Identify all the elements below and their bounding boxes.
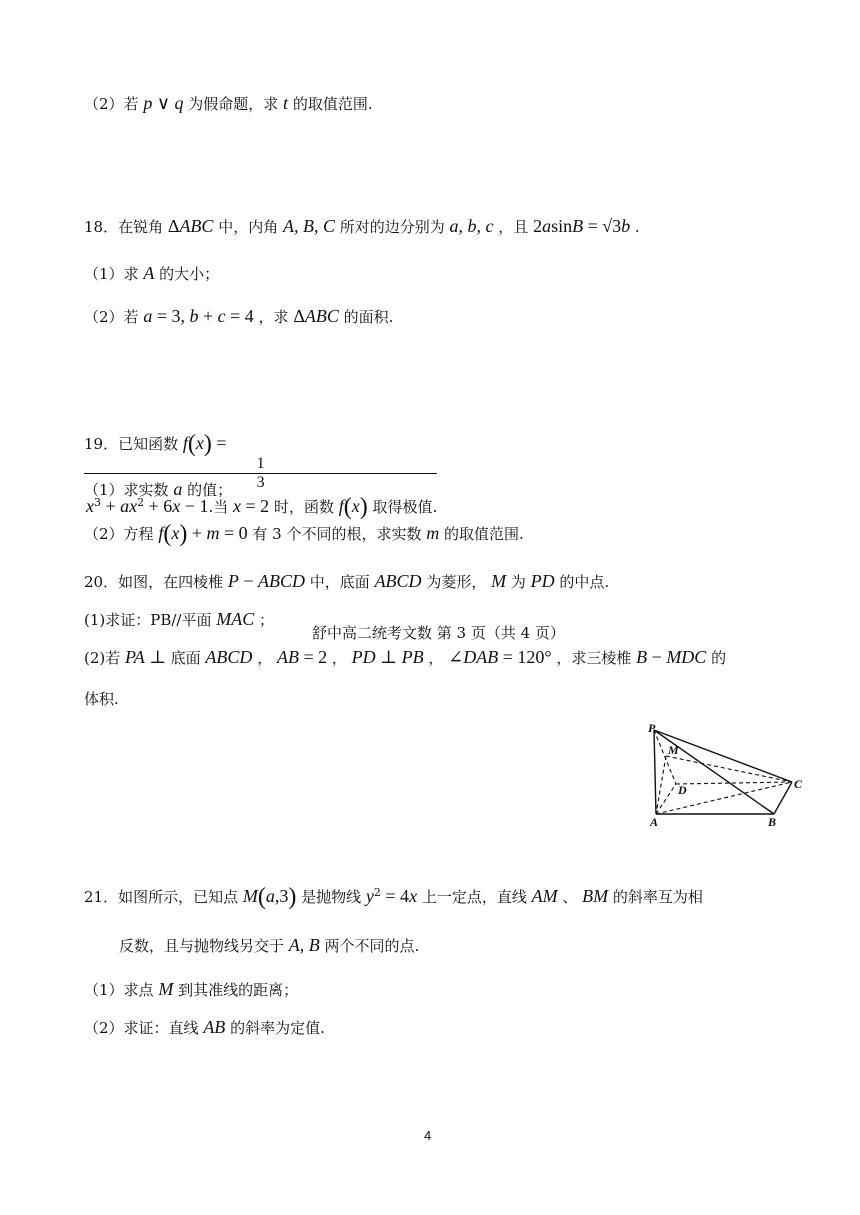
edge-MA — [656, 756, 666, 814]
page-number: 4 — [424, 1128, 432, 1143]
q20-part2-cont: 体积. — [84, 690, 119, 708]
q21-part2: （2）求证：直线 AB 的斜率为定值. — [84, 1017, 325, 1037]
edge-BC — [774, 782, 792, 814]
q20-part1: (1)求证：PB//平面 MAC ； — [84, 609, 275, 629]
q17-part2: （2）若 p ∨ q 为假命题，求 t 的取值范围. — [84, 93, 373, 113]
pyramid-figure — [646, 722, 814, 830]
q18-part1: （1）求 A 的大小； — [84, 263, 220, 283]
q18-stem: 18．在锐角 ΔABC 中，内角 A, B, C 所对的边分别为 a, b, c ，且 2asinB = √3b . — [84, 216, 640, 236]
q21-stem: 21．如图所示，已知点 M(a,3) 是抛物线 $y^2 = 4x$ 上一定点，直线 AM 、 BM 的斜率互为相 — [84, 884, 703, 910]
q18-part2: （2）若 a = 3, b + c = 4 ，求 ΔABC 的面积. — [84, 306, 394, 326]
label-C: C — [794, 777, 803, 791]
q20-part2: (2)若 PA ⊥ 底面 ABCD ， AB = 2 ， PD ⊥ PB ， ∠DAB = 120° ，求三棱椎 B − MDC 的 — [84, 647, 727, 667]
page-footer: 舒中高二统考文数 第 3 页（共 4 页） — [312, 624, 565, 642]
label-B: B — [768, 815, 777, 829]
q20-stem: 20．如图，在四棱椎 P − ABCD 中，底面 ABCD 为菱形， M 为 PD 的中点. — [84, 571, 610, 591]
edge-DC — [676, 782, 792, 784]
label-A: A — [650, 815, 659, 829]
q19-part1: （1）求实数 a 的值； — [84, 479, 233, 499]
edge-MC — [666, 756, 792, 782]
q19-part2: （2）方程 f(x) + m = 0 有 3 个不同的根，求实数 m 的取值范围. — [84, 521, 524, 547]
label-M: M — [668, 743, 679, 757]
edge-PA — [654, 730, 656, 814]
edge-AC — [656, 782, 792, 814]
label-D: D — [678, 783, 687, 797]
q21-stem-cont: 反数，且与抛物线另交于 A, B 两个不同的点. — [119, 935, 420, 955]
label-P: P — [648, 722, 656, 735]
q19-stem: 19．已知函数 f(x) = 1 3 $x^3 + ax^2 + 6x - 1$.当 x = 2 时，函数 f(x) 取得极值. — [84, 431, 438, 520]
q21-part1: （1）求点 M 到其准线的距离； — [84, 979, 299, 999]
